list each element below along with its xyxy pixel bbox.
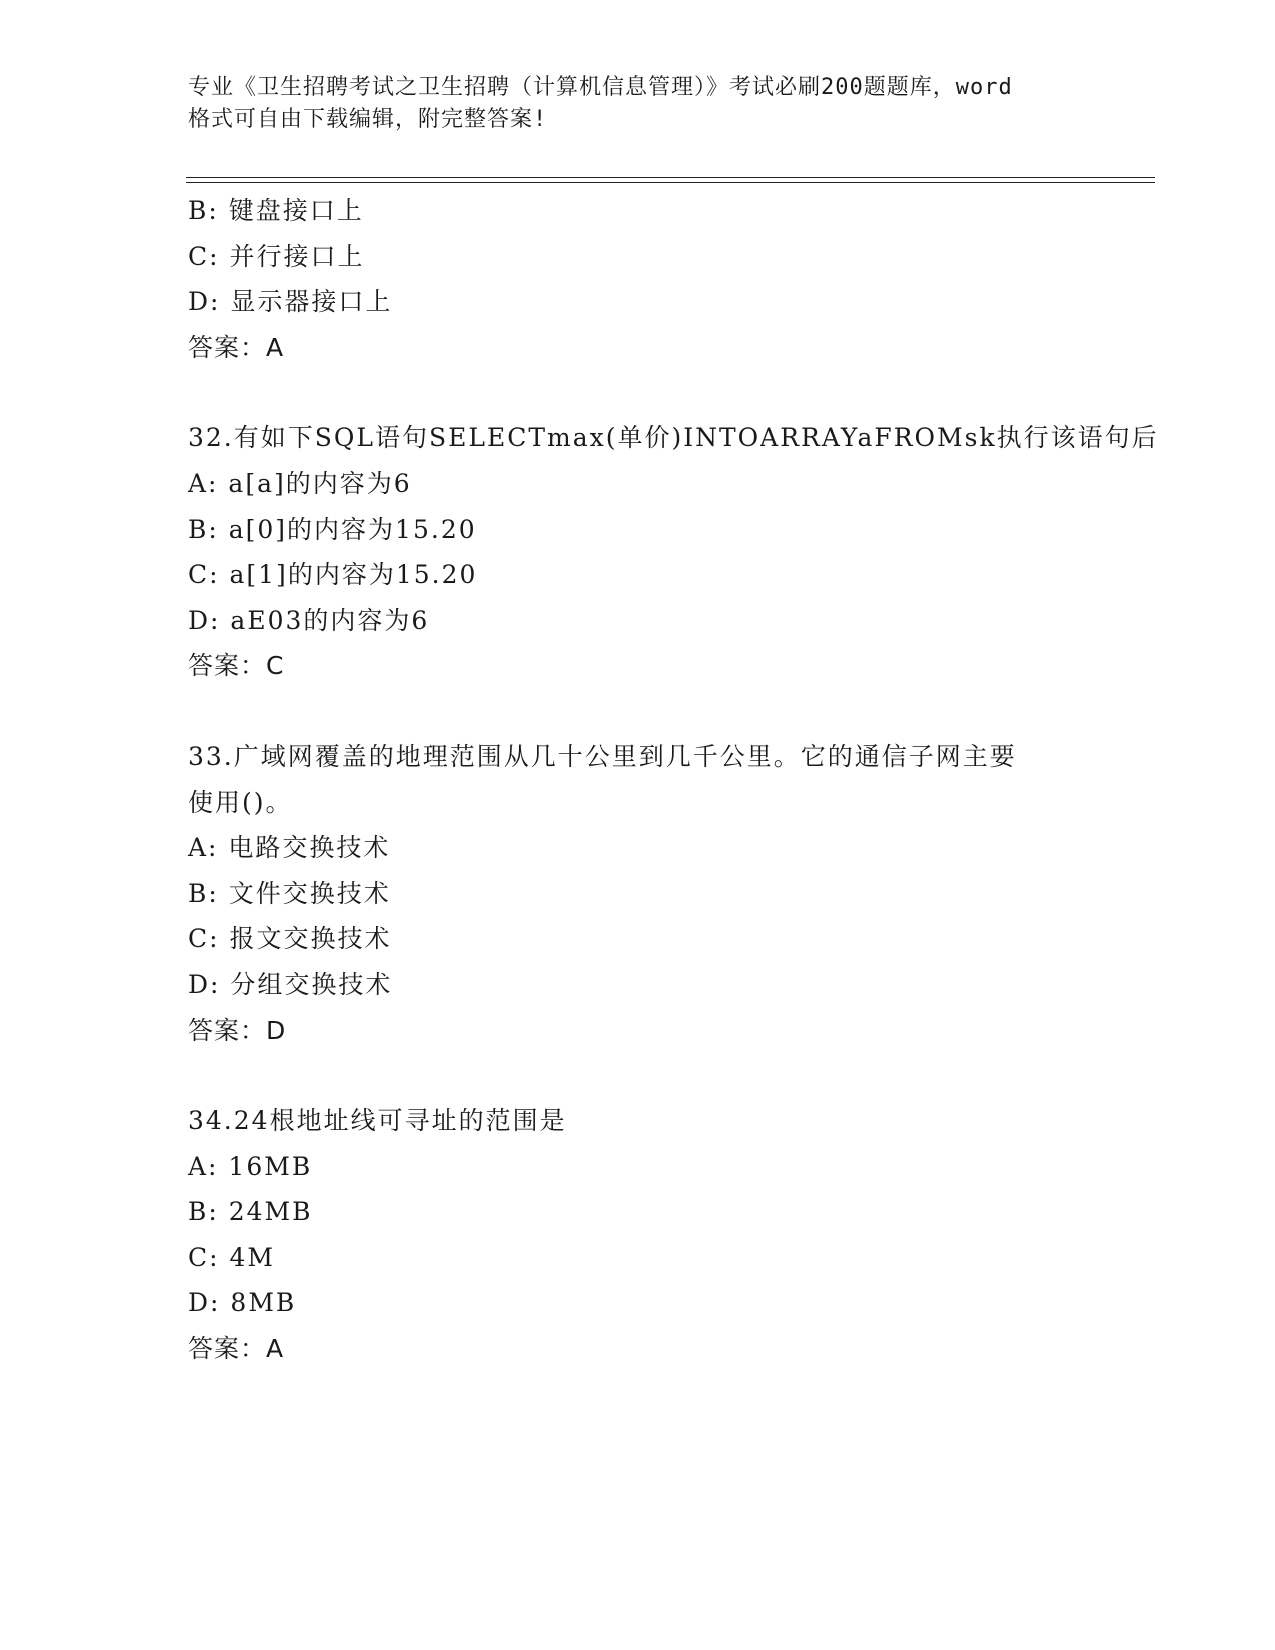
option-d: D: 显示器接口上 <box>188 287 393 317</box>
question-stem-continued: 使用()。 <box>188 787 293 817</box>
question-34 <box>188 1098 1148 1372</box>
answer-line: 答案：A <box>188 1334 285 1364</box>
header-line-2: 格式可自由下载编辑，附完整答案! <box>188 107 548 132</box>
document-header <box>188 72 1088 136</box>
option-b: B: 键盘接口上 <box>188 196 364 225</box>
question-32 <box>188 415 1159 689</box>
option-a: A: a[a]的内容为6 <box>188 468 412 498</box>
header-divider-bottom <box>186 182 1155 183</box>
option-d: D: 8MB <box>188 1288 297 1318</box>
option-c: C: 报文交换技术 <box>188 924 392 954</box>
question-33 <box>188 734 1148 1053</box>
header-divider-top <box>186 177 1155 178</box>
option-c: C: a[1]的内容为15.20 <box>188 560 478 590</box>
question-stem: 34.24根地址线可寻址的范围是 <box>188 1106 567 1136</box>
answer-line: 答案：D <box>188 1015 287 1045</box>
option-b: B: 24MB <box>188 1197 313 1227</box>
answer-line: 答案：A <box>188 332 285 362</box>
question-list <box>188 188 1159 1372</box>
answer-line: 答案：C <box>188 651 285 681</box>
option-b: B: a[0]的内容为15.20 <box>188 514 477 544</box>
option-b: B: 文件交换技术 <box>188 878 391 908</box>
header-line-1: 专业《卫生招聘考试之卫生招聘（计算机信息管理）》考试必刷200题题库，word <box>188 75 1013 100</box>
question-stem: 33.广域网覆盖的地理范围从几十公里到几千公里。它的通信子网主要 <box>188 741 1017 771</box>
option-d: D: aE03的内容为6 <box>188 605 430 635</box>
option-c: C: 并行接口上 <box>188 241 365 271</box>
question-stem: 32.有如下SQL语句SELECTmax(单价)INTOARRAYaFROMsk执行该语句后 <box>188 423 1159 453</box>
option-a: A: 电路交换技术 <box>188 833 391 863</box>
question-fragment <box>188 188 1148 370</box>
option-a: A: 16MB <box>188 1151 313 1181</box>
option-d: D: 分组交换技术 <box>188 969 393 999</box>
option-c: C: 4M <box>188 1242 276 1272</box>
